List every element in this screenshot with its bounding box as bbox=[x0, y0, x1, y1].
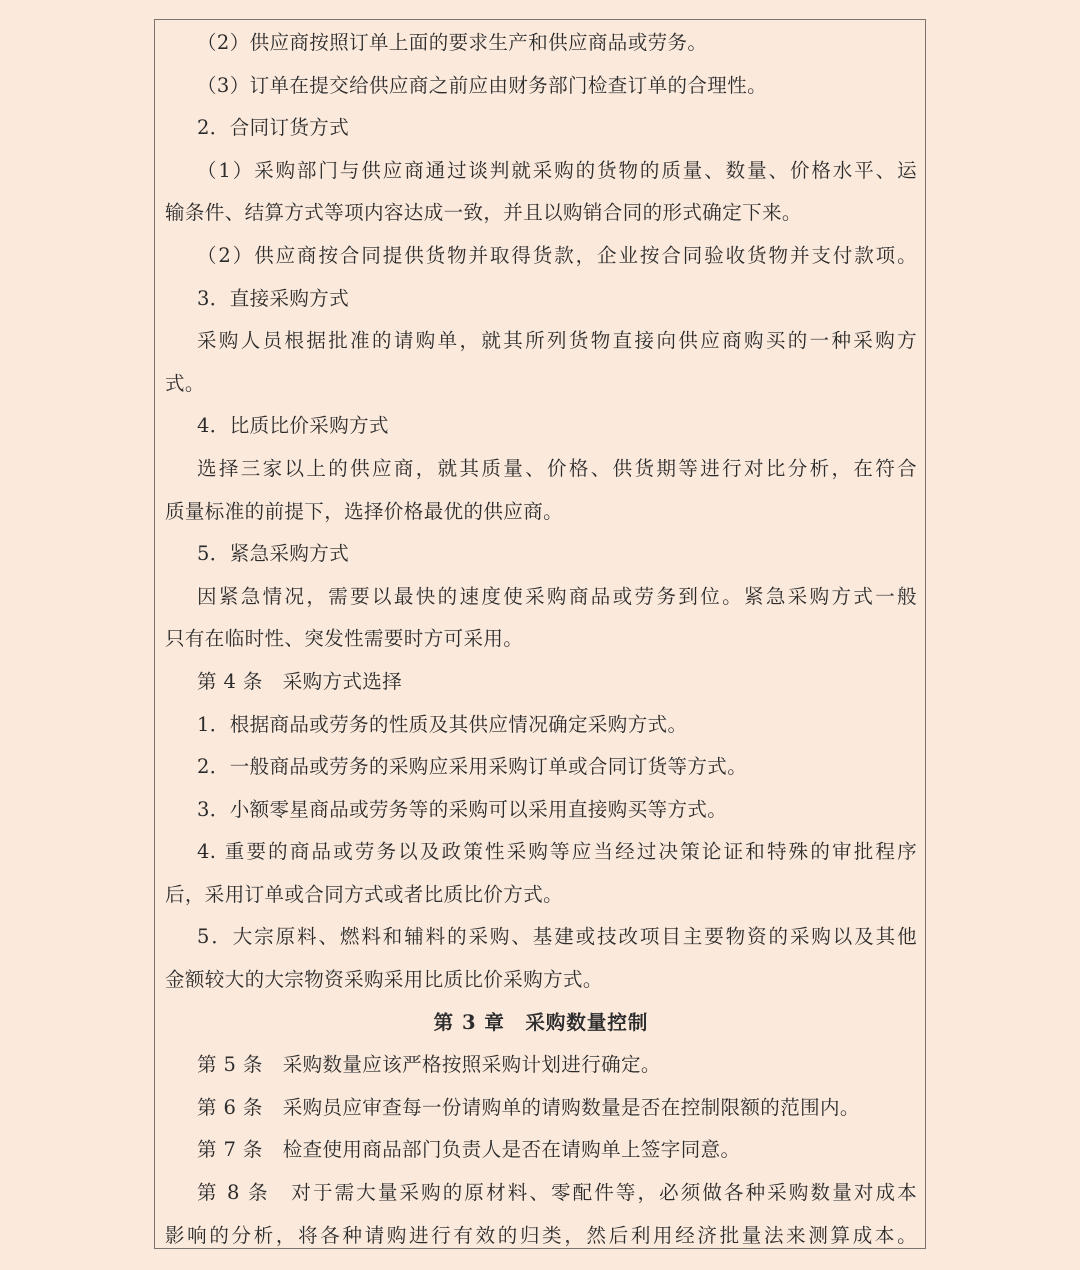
text-line: 质量标准的前提下，选择价格最优的供应商。 bbox=[165, 499, 564, 523]
text-line: （2）供应商按合同提供货物并取得货款，企业按合同验收货物并支付款项。 bbox=[197, 243, 917, 267]
text-line: 5．紧急采购方式 bbox=[197, 542, 350, 566]
text-line: 4．比质比价采购方式 bbox=[197, 414, 389, 438]
text-line: （1）采购部门与供应商通过谈判就采购的货物的质量、数量、价格水平、运 bbox=[197, 158, 917, 182]
text-line: 因紧急情况，需要以最快的速度使采购商品或劳务到位。紧急采购方式一般 bbox=[197, 584, 917, 608]
text-line: 3．直接采购方式 bbox=[197, 286, 350, 310]
text-line: 2．合同订货方式 bbox=[197, 116, 350, 140]
text-line: （2）供应商按照订单上面的要求生产和供应商品或劳务。 bbox=[197, 31, 708, 54]
text-line: 式。 bbox=[165, 371, 205, 395]
text-line: 3．小额零星商品或劳务等的采购可以采用直接购买等方式。 bbox=[197, 797, 728, 821]
text-line: 2．一般商品或劳务的采购应采用采购订单或合同订货等方式。 bbox=[197, 755, 748, 779]
text-line: 1．根据商品或劳务的性质及其供应情况确定采购方式。 bbox=[197, 712, 688, 736]
text-line: 采购人员根据批准的请购单，就其所列货物直接向供应商购买的一种采购方 bbox=[197, 329, 917, 353]
text-line: 第 4 条 采购方式选择 bbox=[197, 669, 403, 693]
text-line: 输条件、结算方式等项内容达成一致，并且以购销合同的形式确定下来。 bbox=[165, 201, 802, 225]
text-line: 后，采用订单或合同方式或者比质比价方式。 bbox=[165, 882, 564, 906]
document-body bbox=[165, 22, 917, 1257]
text-line: 只有在临时性、突发性需要时方可采用。 bbox=[165, 627, 524, 651]
text-line: 第 7 条 检查使用商品部门负责人是否在请购单上签字同意。 bbox=[197, 1138, 741, 1162]
text-line: 5．大宗原料、燃料和辅料的采购、基建或技改项目主要物资的采购以及其他 bbox=[197, 925, 917, 949]
text-line: 金额较大的大宗物资采购采用比质比价采购方式。 bbox=[165, 968, 603, 992]
text-line: 影响的分析，将各种请购进行有效的归类，然后利用经济批量法来测算成本。 bbox=[165, 1223, 917, 1247]
text-line: （3）订单在提交给供应商之前应由财务部门检查订单的合理性。 bbox=[197, 73, 768, 97]
text-line: 第 6 条 采购员应审查每一份请购单的请购数量是否在控制限额的范围内。 bbox=[197, 1095, 860, 1119]
text-line: 选择三家以上的供应商，就其质量、价格、供货期等进行对比分析，在符合 bbox=[197, 456, 917, 480]
text-line: 第 5 条 采购数量应该严格按照采购计划进行确定。 bbox=[197, 1053, 661, 1077]
text-line: 第 8 条 对于需大量采购的原材料、零配件等，必须做各种采购数量对成本 bbox=[197, 1181, 917, 1205]
chapter-heading: 第 3 章 采购数量控制 bbox=[433, 1010, 649, 1034]
text-line: 4. 重要的商品或劳务以及政策性采购等应当经过决策论证和特殊的审批程序 bbox=[197, 840, 917, 864]
